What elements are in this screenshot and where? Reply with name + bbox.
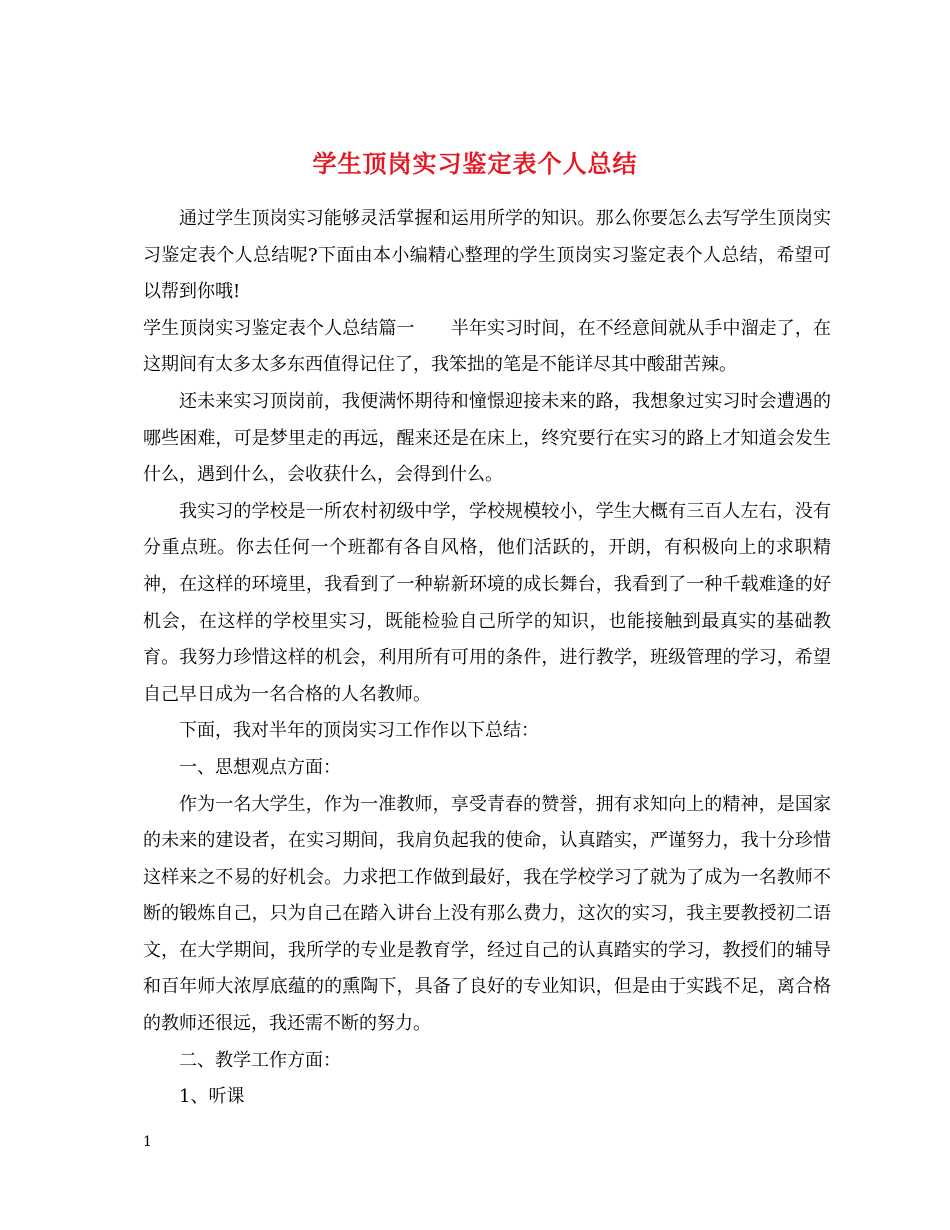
paragraph: 我实习的学校是一所农村初级中学，学校规模较小，学生大概有三百人左右，没有分重点班。你去任何一个班都有各自风格，他们活跃的，开朗，有积极向上的求职精神，在这样的环境里，我看到了一种崭新环境的成长舞台，我看到了一种千载难逢的好机会，在这样的学校里实习，既能检验自己所学的知识，也能接触到最真实的基础教育。我努力珍惜这样的机会，利用所有可用的条件，进行教学，班级管理的学习，希望自己早日成为一名合格的人名教师。: [143, 500, 831, 705]
subheading: 二、教学工作方面：: [179, 1049, 341, 1071]
subheading: 1、听课: [179, 1086, 245, 1108]
paragraph-section-heading: 学生顶岗实习鉴定表个人总结篇一 半年实习时间，在不经意间就从手中溜走了，在这期间有太多太多东西值得记住了，我笨拙的笔是不能详尽其中酸甜苦辣。: [143, 317, 831, 376]
document-body: [143, 201, 831, 1116]
paragraph: 下面，我对半年的顶岗实习工作作以下总结：: [179, 720, 539, 742]
page-number: 1: [143, 1134, 152, 1150]
subheading: 一、思想观点方面：: [179, 756, 341, 778]
page-title: 学生顶岗实习鉴定表个人总结: [312, 149, 638, 179]
paragraph: 还未来实习顶岗前，我便满怀期待和憧憬迎接未来的路，我想象过实习时会遭遇的哪些困难，可是梦里走的再远，醒来还是在床上，终究要行在实习的路上才知道会发生什么，遇到什么，会收获什么，会得到什么。: [143, 390, 831, 486]
paragraph-intro: 通过学生顶岗实习能够灵活掌握和运用所学的知识。那么你要怎么去写学生顶岗实习鉴定表个人总结呢?下面由本小编精心整理的学生顶岗实习鉴定表个人总结，希望可以帮到你哦!: [143, 208, 831, 303]
paragraph: 作为一名大学生，作为一准教师，享受青春的赞誉，拥有求知向上的精神，是国家的未来的建设者，在实习期间，我肩负起我的使命，认真踏实，严谨努力，我十分珍惜这样来之不易的好机会。力求把工作做到最好，我在学校学习了就为了成为一名教师不断的锻炼自己，只为自己在踏入讲台上没有那么费力，这次的实习，我主要教授初二语文，在大学期间，我所学的专业是教育学，经过自己的认真踏实的学习，教授们的辅导和百年师大浓厚底蕴的的熏陶下，具备了良好的专业知识，但是由于实践不足，离合格的教师还很远，我还需不断的努力。: [143, 793, 831, 1035]
